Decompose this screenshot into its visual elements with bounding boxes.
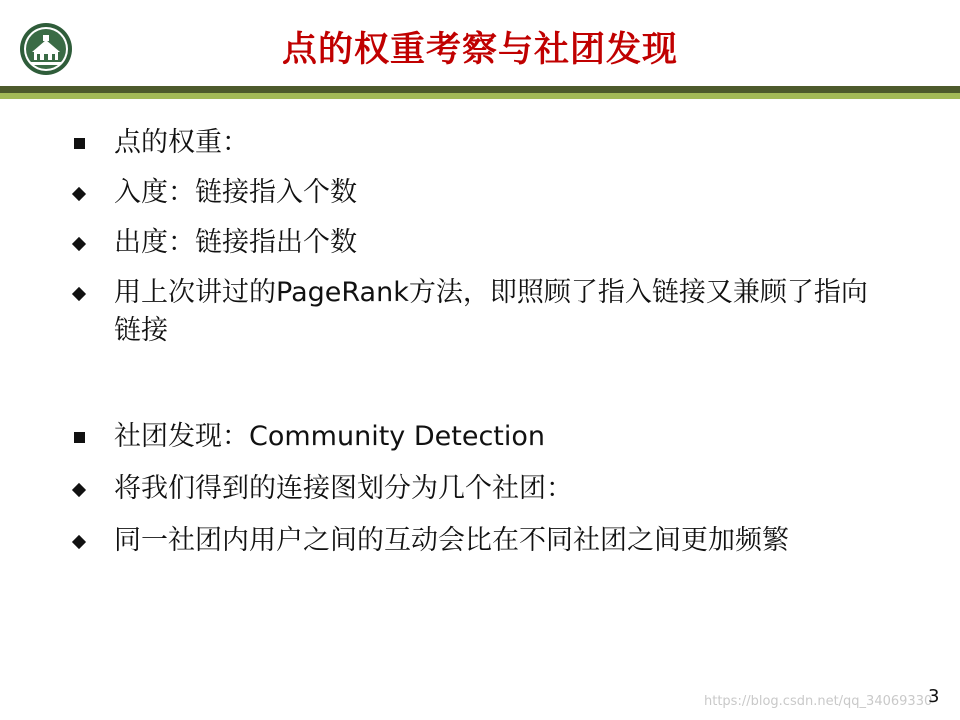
page-title: 点的权重考察与社团发现 — [281, 30, 678, 70]
list-item-text: 同一社团内用户之间的互动会比在不同社团之间更加频繁 — [114, 525, 789, 556]
diamond-bullet-icon — [68, 284, 90, 303]
university-emblem-icon — [19, 22, 73, 76]
diamond-bullet-icon — [68, 532, 90, 551]
list-item-text: 将我们得到的连接图划分为几个社团： — [114, 473, 573, 504]
list-item-text: 点的权重： — [114, 127, 249, 158]
square-bullet-icon — [68, 134, 90, 153]
diamond-bullet-icon — [68, 480, 90, 499]
square-bullet-icon — [68, 428, 90, 447]
list-item-text: 用上次讲过的PageRank方法，即照顾了指入链接又兼顾了指向链接 — [114, 277, 868, 346]
header-divider-light — [0, 93, 960, 99]
page-number: 3 — [928, 686, 940, 707]
watermark: https://blog.csdn.net/qq_34069330 — [704, 694, 933, 709]
list-item-text: 社团发现：Community Detection — [114, 421, 546, 452]
header-divider-dark — [0, 86, 960, 93]
list-item-text: 出度：链接指出个数 — [114, 227, 357, 258]
diamond-bullet-icon — [68, 234, 90, 253]
diamond-bullet-icon — [68, 184, 90, 203]
list-item-text: 入度：链接指入个数 — [114, 177, 357, 208]
